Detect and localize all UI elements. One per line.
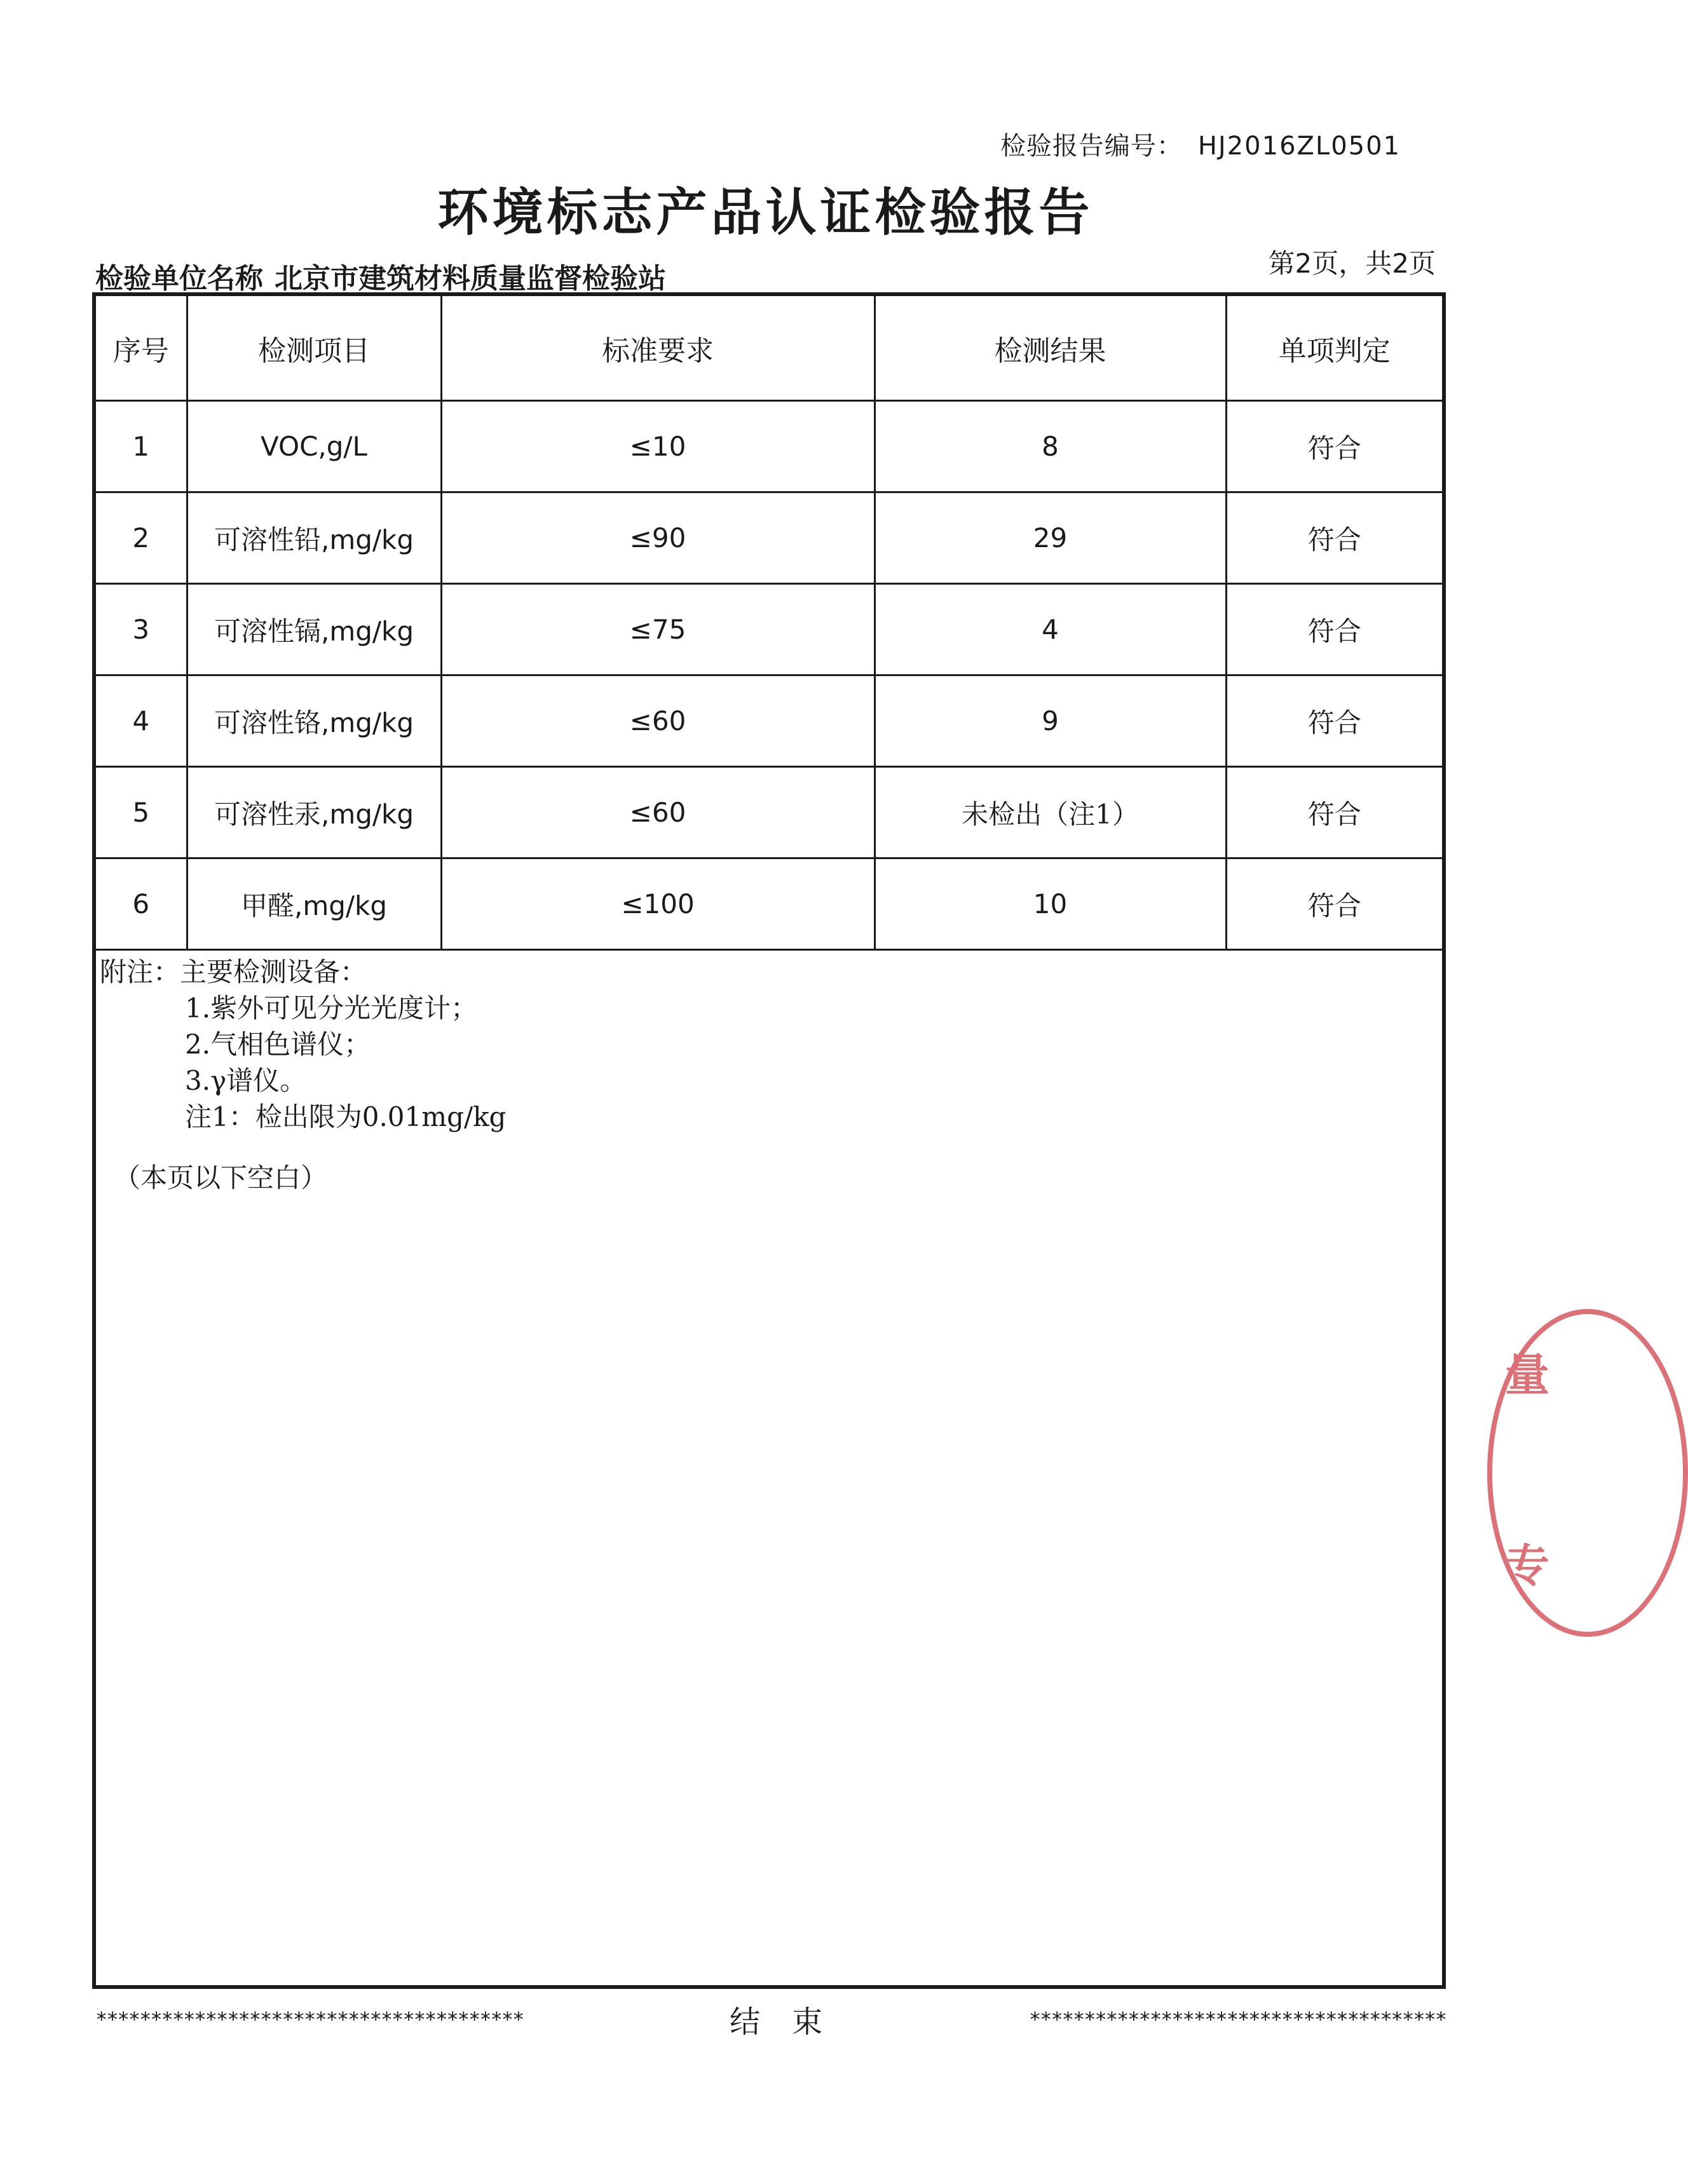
table-header-row (96, 296, 1442, 401)
unit-name: 北京市建筑材料质量监督检验站 (275, 262, 666, 295)
row-judgement: 符合 (1226, 401, 1442, 492)
results-table (96, 296, 1442, 951)
row-item: 可溶性镉,mg/kg (187, 584, 441, 675)
report-number (1000, 126, 1401, 162)
end-line (95, 1997, 1446, 2041)
row-no: 1 (96, 401, 187, 492)
row-item: 甲醛,mg/kg (187, 858, 441, 950)
row-item: 可溶性汞,mg/kg (187, 767, 441, 858)
seal-char: 量 (1505, 1348, 1549, 1401)
row-no: 6 (96, 858, 187, 950)
page-info: 第2页，共2页 (1268, 248, 1436, 279)
row-item: VOC,g/L (187, 401, 441, 492)
table-row (96, 858, 1442, 950)
row-judgement: 符合 (1226, 492, 1442, 584)
row-judgement: 符合 (1226, 584, 1442, 675)
official-seal (1487, 1309, 1688, 1637)
table-row (96, 584, 1442, 675)
stars-left: *************************************** (95, 2007, 524, 2031)
report-number-value: HJ2016ZL0501 (1197, 132, 1401, 161)
row-judgement: 符合 (1226, 858, 1442, 950)
row-result: 9 (875, 675, 1226, 767)
report-number-label: 检验报告编号： (1000, 132, 1183, 161)
row-judgement: 符合 (1226, 675, 1442, 767)
note-line: 2.气相色谱仪； (185, 1029, 371, 1060)
table-row (96, 767, 1442, 858)
row-no: 5 (96, 767, 187, 858)
note-line: 注1：检出限为0.01mg/kg (185, 1101, 507, 1132)
row-requirement: ≤100 (441, 858, 875, 950)
blank-page-note: （本页以下空白） (114, 1162, 328, 1193)
end-text: 结束 (730, 2004, 855, 2040)
column-header-judgement: 单项判定 (1226, 296, 1442, 401)
row-item: 可溶性铅,mg/kg (187, 492, 441, 584)
row-no: 4 (96, 675, 187, 767)
row-requirement: ≤90 (441, 492, 875, 584)
inspection-unit (95, 255, 666, 296)
row-judgement: 符合 (1226, 767, 1442, 858)
report-frame (92, 292, 1446, 1989)
row-result: 29 (875, 492, 1226, 584)
row-requirement: ≤75 (441, 584, 875, 675)
seal-char: 专 (1505, 1539, 1549, 1592)
row-no: 3 (96, 584, 187, 675)
notes-heading: 附注：主要检测设备： (100, 956, 367, 987)
column-header-requirement: 标准要求 (441, 296, 875, 401)
table-row (96, 401, 1442, 492)
row-result: 4 (875, 584, 1226, 675)
document-title: 环境标志产品认证检验报告 (437, 183, 1094, 242)
row-requirement: ≤60 (441, 767, 875, 858)
row-result: 8 (875, 401, 1226, 492)
column-header-no: 序号 (96, 296, 187, 401)
column-header-result: 检测结果 (875, 296, 1226, 401)
table-row (96, 492, 1442, 584)
note-line: 1.紫外可见分光光度计； (185, 993, 478, 1024)
row-requirement: ≤60 (441, 675, 875, 767)
table-row (96, 675, 1442, 767)
row-result: 未检出（注1） (875, 767, 1226, 858)
unit-label: 检验单位名称 (95, 262, 263, 295)
row-requirement: ≤10 (441, 401, 875, 492)
row-item: 可溶性铬,mg/kg (187, 675, 441, 767)
stars-right: ************************************** (1028, 2007, 1446, 2031)
column-header-item: 检测项目 (187, 296, 441, 401)
notes (96, 954, 1442, 1135)
row-no: 2 (96, 492, 187, 584)
note-line: 3.γ谱仪。 (185, 1065, 307, 1096)
row-result: 10 (875, 858, 1226, 950)
